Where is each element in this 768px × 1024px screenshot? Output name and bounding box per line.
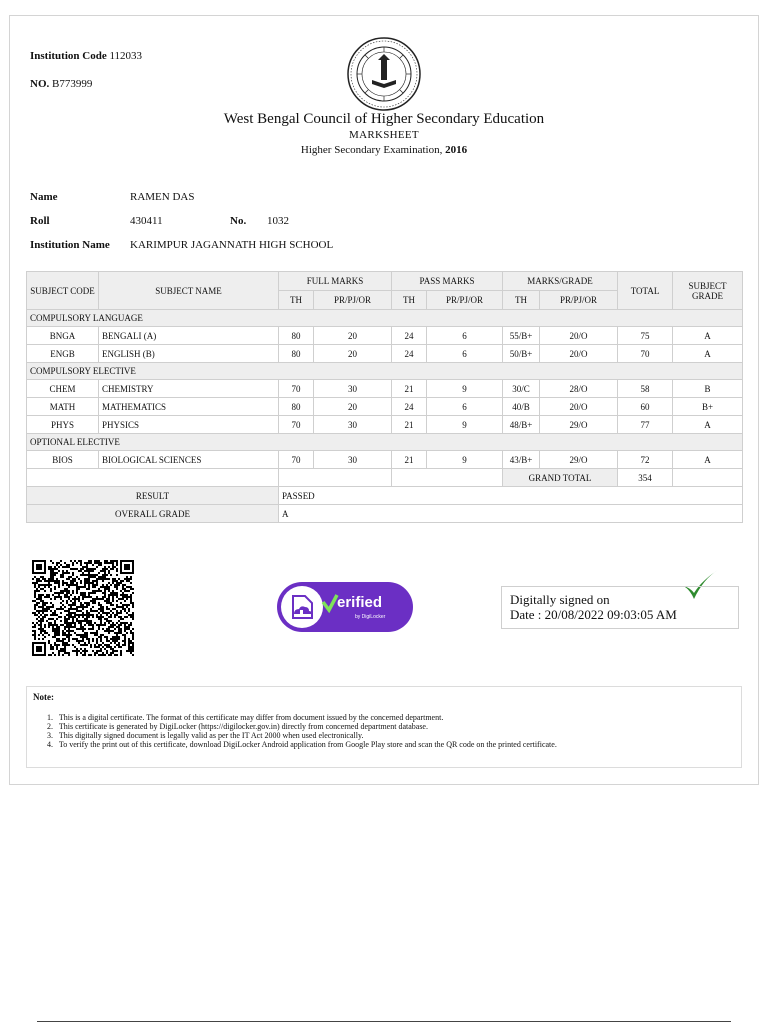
full-pr: 20	[314, 345, 392, 363]
overall-grade-label: OVERALL GRADE	[27, 505, 279, 523]
subject-code: BIOS	[27, 451, 99, 469]
exam-name	[0, 144, 768, 156]
table-row	[27, 416, 743, 434]
subject-grade: B+	[673, 398, 743, 416]
subject-code: BNGA	[27, 327, 99, 345]
pass-pr: 6	[427, 398, 503, 416]
marks-pr: 29/O	[540, 416, 618, 434]
student-name: RAMEN DAS	[130, 191, 195, 203]
subject-total: 60	[618, 398, 673, 416]
group-label: OPTIONAL ELECTIVE	[27, 434, 743, 451]
marks-th: 55/B+	[503, 327, 540, 345]
subject-total: 75	[618, 327, 673, 345]
header-total: TOTAL	[618, 272, 673, 310]
group-label: COMPULSORY LANGUAGE	[27, 310, 743, 327]
header-obtained-pr: PR/PJ/OR	[540, 291, 618, 310]
marks-th: 50/B+	[503, 345, 540, 363]
full-th: 80	[279, 327, 314, 345]
subject-grade: B	[673, 380, 743, 398]
document-cloud-icon	[281, 586, 323, 628]
certificate-number-label: NO.	[30, 78, 50, 90]
signature-line-1: Digitally signed on	[510, 592, 610, 607]
pass-th: 24	[392, 327, 427, 345]
pass-th: 24	[392, 345, 427, 363]
subject-total: 72	[618, 451, 673, 469]
institution-label: Institution Name	[30, 239, 110, 251]
header-pass-th: TH	[392, 291, 427, 310]
pass-th: 21	[392, 416, 427, 434]
page-bottom-rule	[37, 1021, 731, 1022]
header-subject-code: SUBJECT CODE	[27, 272, 99, 310]
full-th: 70	[279, 416, 314, 434]
table-row	[27, 398, 743, 416]
full-th: 80	[279, 345, 314, 363]
roll-no-value: 1032	[267, 215, 289, 227]
subject-grade: A	[673, 345, 743, 363]
roll-label: Roll	[30, 215, 50, 227]
page-title: West Bengal Council of Higher Secondary Education	[223, 111, 545, 127]
roll-no-label: No.	[230, 215, 247, 227]
full-pr: 20	[314, 327, 392, 345]
full-pr: 20	[314, 398, 392, 416]
certificate-number	[30, 78, 92, 90]
subject-name: BIOLOGICAL SCIENCES	[99, 451, 279, 469]
header-subject-name: SUBJECT NAME	[99, 272, 279, 310]
header-full-pr: PR/PJ/OR	[314, 291, 392, 310]
header-obtained-th: TH	[503, 291, 540, 310]
pass-th: 24	[392, 398, 427, 416]
marks-th: 30/C	[503, 380, 540, 398]
subject-total: 58	[618, 380, 673, 398]
exam-year: 2016	[445, 144, 468, 156]
subject-code: MATH	[27, 398, 99, 416]
full-th: 70	[279, 380, 314, 398]
institution-name: KARIMPUR JAGANNATH HIGH SCHOOL	[130, 239, 334, 251]
certificate-number-value: B773999	[52, 78, 93, 90]
full-pr: 30	[314, 416, 392, 434]
grand-total-row	[27, 469, 743, 487]
marks-pr: 20/O	[540, 327, 618, 345]
subject-name: MATHEMATICS	[99, 398, 279, 416]
list-item: 1. This is a digital certificate. The format of this certificate may differ from document issued by the concerned department.	[47, 713, 444, 722]
marks-pr: 29/O	[540, 451, 618, 469]
subject-code: PHYS	[27, 416, 99, 434]
subject-name: BENGALI (A)	[99, 327, 279, 345]
roll-value: 430411	[130, 215, 163, 227]
pass-pr: 6	[427, 345, 503, 363]
subject-grade: A	[673, 451, 743, 469]
name-label: Name	[30, 191, 58, 203]
marks-pr: 20/O	[540, 345, 618, 363]
grand-total-label: GRAND TOTAL	[503, 469, 618, 487]
list-item: 3. This digitally signed document is legally valid as per the IT Act 2000 when used electronically.	[47, 731, 364, 740]
header-pass-marks: PASS MARKS	[392, 272, 503, 291]
institution-code-label: Institution Code	[30, 50, 107, 62]
subject-code: ENGB	[27, 345, 99, 363]
subject-total: 77	[618, 416, 673, 434]
verified-text: erified	[337, 594, 383, 611]
full-th: 80	[279, 398, 314, 416]
notes-box	[26, 686, 742, 768]
subject-name: ENGLISH (B)	[99, 345, 279, 363]
header-subject-grade: SUBJECT GRADE	[673, 272, 743, 310]
institution-code	[30, 50, 142, 62]
digital-signature-box	[501, 586, 739, 629]
pass-pr: 9	[427, 416, 503, 434]
marks-th: 43/B+	[503, 451, 540, 469]
subject-grade: A	[673, 416, 743, 434]
marks-pr: 20/O	[540, 398, 618, 416]
signature-date: Date : 20/08/2022 09:03:05 AM	[510, 607, 677, 622]
table-row	[27, 345, 743, 363]
notes-title: Note:	[33, 692, 54, 702]
table-row	[27, 380, 743, 398]
list-item: 2. This certificate is generated by DigiLocker (https://digilocker.gov.in) directly from concerned department database.	[47, 722, 428, 731]
overall-grade-row	[27, 505, 743, 523]
table-row	[27, 451, 743, 469]
marks-th: 40/B	[503, 398, 540, 416]
subject-name: PHYSICS	[99, 416, 279, 434]
institution-code-value: 112033	[109, 50, 143, 62]
group-label: COMPULSORY ELECTIVE	[27, 363, 743, 380]
header-full-th: TH	[279, 291, 314, 310]
full-th: 70	[279, 451, 314, 469]
grand-total-value: 354	[618, 469, 673, 487]
digilocker-verified-badge	[277, 582, 413, 632]
pass-pr: 9	[427, 380, 503, 398]
header-pass-pr: PR/PJ/OR	[427, 291, 503, 310]
marks-pr: 28/O	[540, 380, 618, 398]
marks-table	[26, 271, 743, 523]
marks-th: 48/B+	[503, 416, 540, 434]
subject-name: CHEMISTRY	[99, 380, 279, 398]
pass-th: 21	[392, 451, 427, 469]
verified-subtext: by DigiLocker	[355, 614, 386, 620]
subject-total: 70	[618, 345, 673, 363]
pass-pr: 9	[427, 451, 503, 469]
header-full-marks: FULL MARKS	[279, 272, 392, 291]
pass-pr: 6	[427, 327, 503, 345]
qr-code-icon	[32, 560, 134, 656]
result-value: PASSED	[279, 487, 743, 505]
full-pr: 30	[314, 451, 392, 469]
result-label: RESULT	[27, 487, 279, 505]
header-marks-grade: MARKS/GRADE	[503, 272, 618, 291]
page-subtitle: MARKSHEET	[349, 129, 419, 141]
overall-grade-value: A	[279, 505, 743, 523]
result-row	[27, 487, 743, 505]
notes-list	[47, 713, 557, 749]
council-emblem-icon	[346, 36, 422, 112]
list-item: 4. To verify the print out of this certificate, download DigiLocker Android application from Google Play store and scan the QR code on the printed certificate.	[47, 740, 557, 749]
exam-prefix: Higher Secondary Examination,	[300, 144, 443, 156]
full-pr: 30	[314, 380, 392, 398]
subject-grade: A	[673, 327, 743, 345]
pass-th: 21	[392, 380, 427, 398]
table-row	[27, 327, 743, 345]
subject-code: CHEM	[27, 380, 99, 398]
